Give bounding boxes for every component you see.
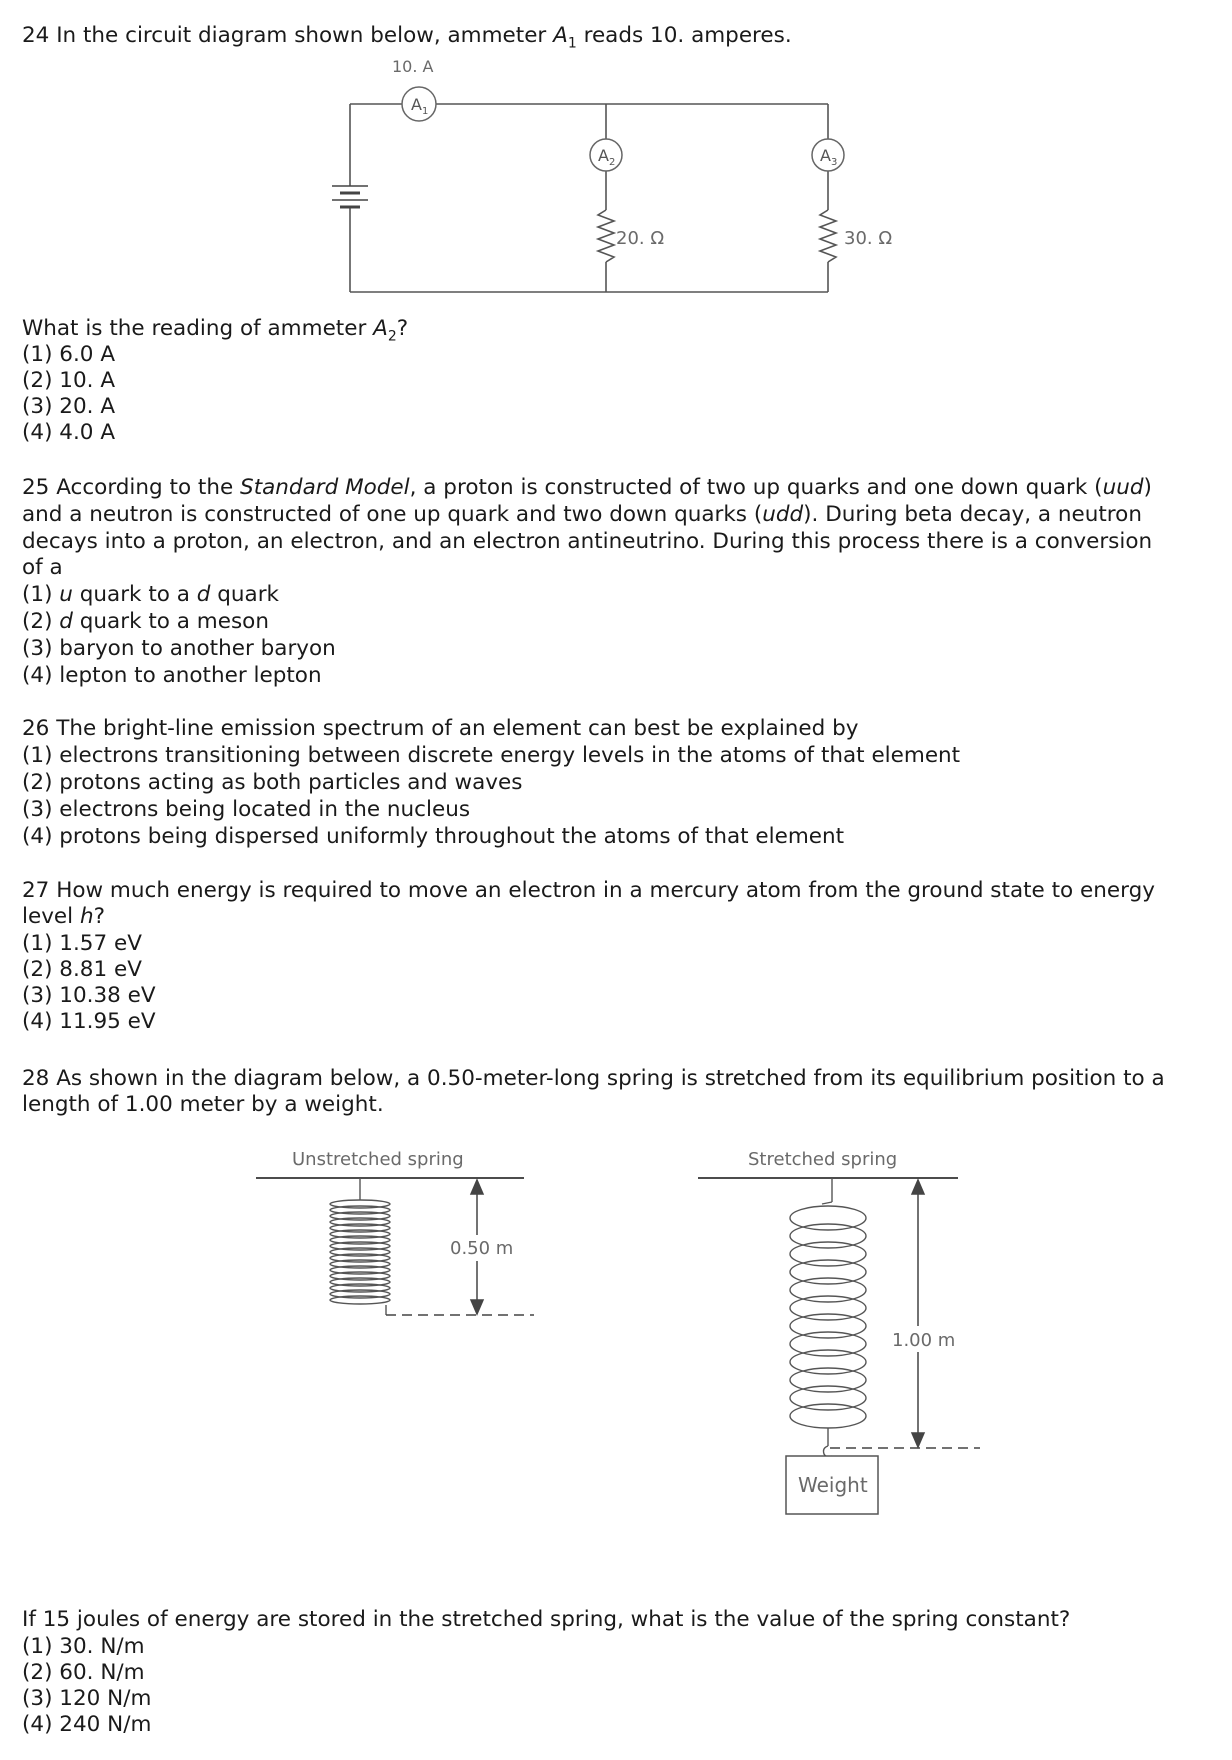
q27-level-h: h xyxy=(79,904,94,929)
q25-stem-line-1 xyxy=(22,474,1152,501)
ammeter-a3-icon xyxy=(812,139,844,171)
q25-standard-model: Standard Model xyxy=(240,475,410,500)
current-label: 10. A xyxy=(392,57,434,76)
q25-stem-line-2 xyxy=(22,501,1142,528)
unstretched-spring-icon xyxy=(330,1178,390,1315)
q25-opt1-u: u xyxy=(59,582,73,607)
q27-line2-a: level xyxy=(22,904,80,929)
resistor-20-label: 20. Ω xyxy=(616,228,665,249)
circuit-diagram xyxy=(310,52,893,302)
q28-option-3: (3) 120 N/m xyxy=(22,1686,152,1711)
q25-udd: udd xyxy=(762,502,804,527)
battery-icon xyxy=(332,186,368,207)
q25-uud: uud xyxy=(1102,475,1144,500)
weight-box xyxy=(786,1456,878,1514)
q25-opt1-c: quark to a xyxy=(72,582,197,607)
stretched-length-arrow-icon xyxy=(912,1180,924,1447)
q24-number: 24 xyxy=(22,23,50,48)
q26-option-2: (2) protons acting as both particles and waves xyxy=(22,770,523,795)
q24-question-after: ? xyxy=(396,316,409,341)
ammeter-a2-icon xyxy=(590,139,622,171)
q28-question: If 15 joules of energy are stored in the stretched spring, what is the value of the spring constant? xyxy=(22,1607,1071,1632)
q25-opt2-c: quark to a meson xyxy=(72,609,269,634)
q26-option-4: (4) protons being dispersed uniformly throughout the atoms of that element xyxy=(22,824,845,849)
q25-text-a: 25 According to the xyxy=(22,475,241,500)
q25-option-4: (4) lepton to another lepton xyxy=(22,663,322,688)
unstretched-spring-title: Unstretched spring xyxy=(292,1149,464,1170)
q25-opt1-a: (1) xyxy=(22,582,60,607)
resistor-30-label: 30. Ω xyxy=(844,228,893,249)
q28-option-4: (4) 240 N/m xyxy=(22,1712,152,1737)
stretched-length-label: 1.00 m xyxy=(892,1330,956,1351)
q24-option-1: (1) 6.0 A xyxy=(22,342,116,367)
svg-text:A1: $A_1$ xyxy=(411,95,429,117)
q24-option-3: (3) 20. A xyxy=(22,394,116,419)
q27-option-4: (4) 11.95 eV xyxy=(22,1009,156,1034)
q24-question-text: What is the reading of ammeter xyxy=(22,316,374,341)
q24-question-meter: A xyxy=(373,316,388,341)
q27-option-3: (3) 10.38 eV xyxy=(22,983,156,1008)
svg-text:A3: $A_3$ xyxy=(820,146,838,168)
svg-text:A2: $A_2$ xyxy=(598,146,616,168)
q26-option-3: (3) electrons being located in the nucleus xyxy=(22,797,471,822)
q25-line2-a: and a neutron is constructed of one up quark and two down quarks ( xyxy=(22,502,763,527)
q28-stem-line-2: length of 1.00 meter by a weight. xyxy=(22,1092,384,1117)
q28-option-2: (2) 60. N/m xyxy=(22,1660,145,1685)
q27-line2-c: ? xyxy=(93,904,106,929)
q24-stem-meter: A xyxy=(553,23,568,48)
q28-option-1: (1) 30. N/m xyxy=(22,1634,145,1659)
ammeter-a1-icon xyxy=(402,87,436,121)
spring-diagram xyxy=(250,1140,1000,1560)
q25-text-c: , a proton is constructed of two up quarks and one down quark ( xyxy=(409,475,1103,500)
weight-label: Weight xyxy=(798,1473,868,1497)
q26-option-1: (1) electrons transitioning between discrete energy levels in the atoms of that element xyxy=(22,743,961,768)
unstretched-length-label: 0.50 m xyxy=(450,1238,514,1259)
q25-stem-line-3: decays into a proton, an electron, and an electron antineutrino. During this process there is a conversion xyxy=(22,529,1153,554)
q24-option-2: (2) 10. A xyxy=(22,368,116,393)
q25-line2-c: ). During beta decay, a neutron xyxy=(803,502,1142,527)
stretched-spring-icon xyxy=(790,1178,866,1457)
q25-stem-line-4: of a xyxy=(22,555,63,580)
q25-opt2-d: d xyxy=(59,609,73,634)
q27-option-2: (2) 8.81 eV xyxy=(22,957,142,982)
q25-opt1-e: quark xyxy=(210,582,280,607)
q24-stem-after: reads 10. amperes. xyxy=(576,23,792,48)
q24-option-4: (4) 4.0 A xyxy=(22,420,116,445)
q27-option-1: (1) 1.57 eV xyxy=(22,931,142,956)
q26-stem: 26 The bright-line emission spectrum of an element can best be explained by xyxy=(22,716,859,741)
q25-option-3: (3) baryon to another baryon xyxy=(22,636,336,661)
q25-option-1 xyxy=(22,581,279,608)
q24-question-meter-sub: 2 xyxy=(387,328,397,345)
q27-stem-line-2 xyxy=(22,903,105,930)
q25-opt2-a: (2) xyxy=(22,609,60,634)
stretched-spring-title: Stretched spring xyxy=(748,1149,898,1170)
q25-text-e: ) xyxy=(1143,475,1152,500)
q28-stem-line-1: 28 As shown in the diagram below, a 0.50-meter-long spring is stretched from its equilibrium position to a xyxy=(22,1066,1165,1091)
q25-opt1-d: d xyxy=(196,582,211,607)
q25-option-2 xyxy=(22,608,269,635)
q24-stem-text: In the circuit diagram shown below, ammeter xyxy=(56,23,554,48)
q27-stem-line-1: 27 How much energy is required to move an electron in a mercury atom from the ground state to energy xyxy=(22,878,1155,903)
q24-stem-meter-sub: 1 xyxy=(567,35,577,52)
